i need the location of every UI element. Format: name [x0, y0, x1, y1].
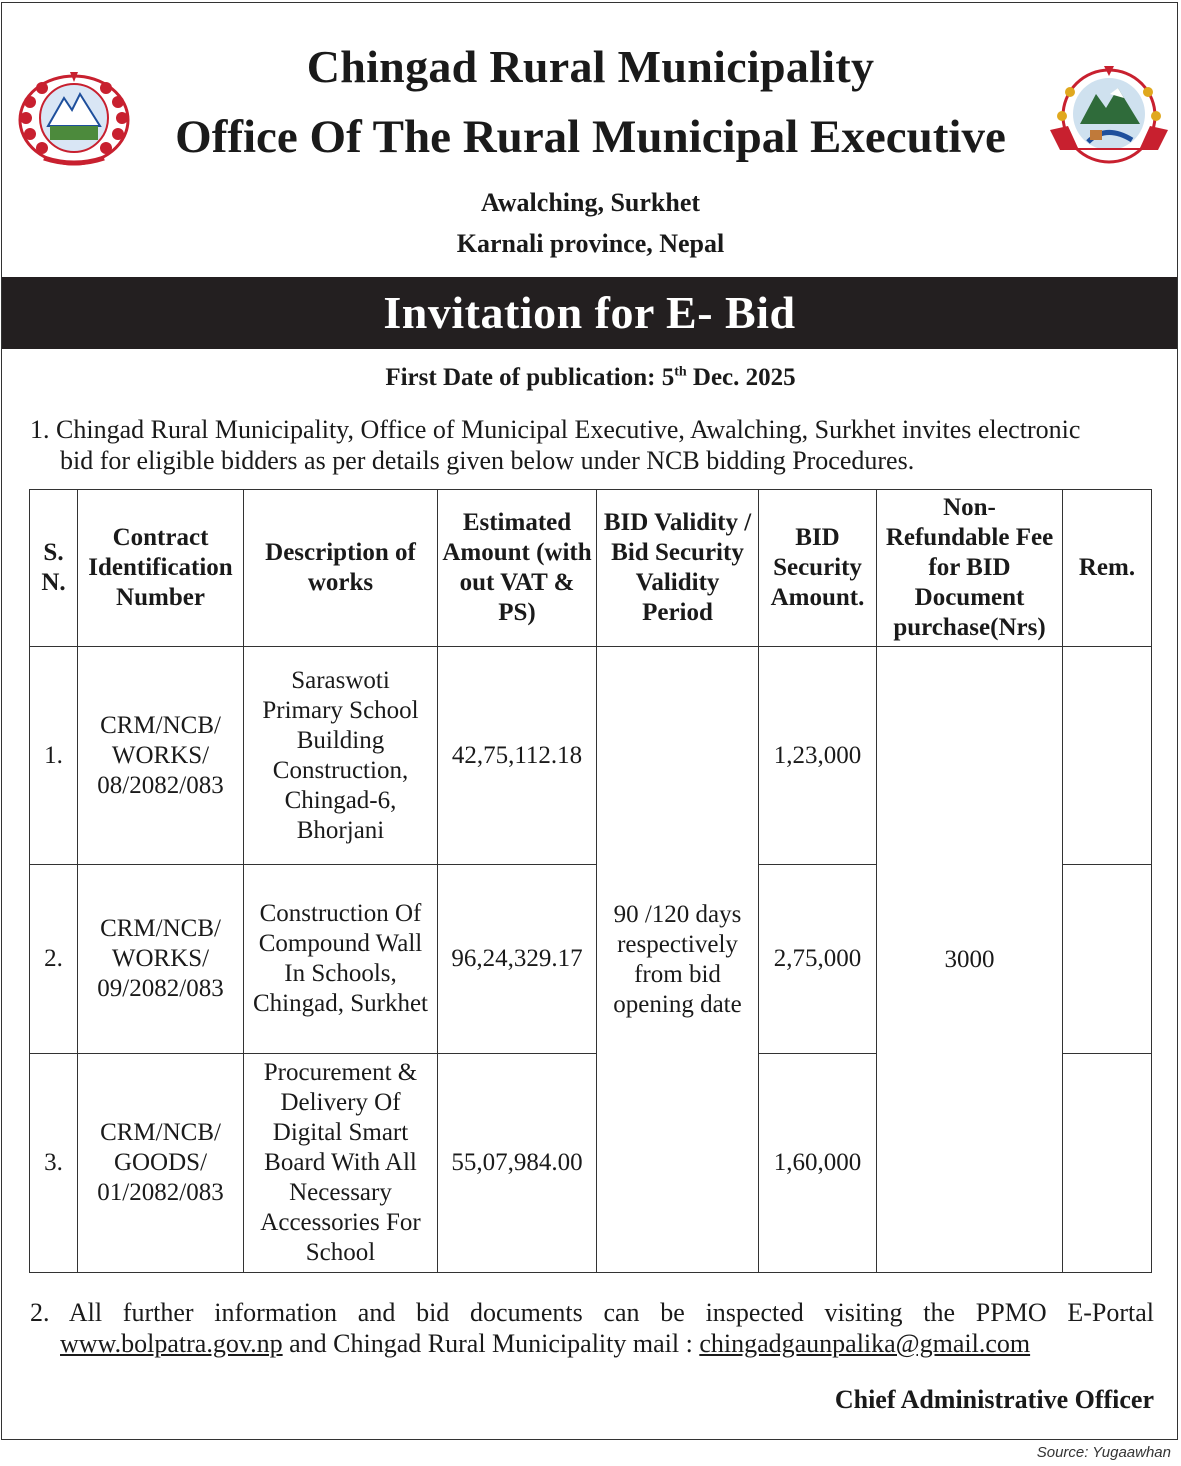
- invitation-line-2: bid for eligible bidders as per details given below under NCB bidding Procedures.: [60, 446, 915, 475]
- cell-description: Construction Of Compound Wall In Schools, Chingad, Surkhet: [244, 865, 438, 1054]
- cell-security-amount: 1,23,000: [759, 647, 877, 865]
- further-information-paragraph: [30, 1297, 1154, 1359]
- address-line-2: Karnali province, Nepal: [456, 229, 725, 258]
- further-info-line-2: [30, 1328, 1154, 1359]
- cell-sn: 1.: [30, 647, 78, 865]
- cell-security-amount: 2,75,000: [759, 865, 877, 1054]
- cell-remarks: [1063, 1054, 1152, 1273]
- source-credit: Source: Yugaawhan: [1036, 1444, 1171, 1461]
- cell-description: Procurement & Delivery Of Digital Smart Board With All Necessary Accessories For School: [244, 1054, 438, 1273]
- cell-sn: 3.: [30, 1054, 78, 1273]
- table-header-row: [30, 490, 1152, 647]
- publication-label: First Date of publication: 5: [385, 364, 675, 391]
- cell-contract-id: CRM/NCB/ WORKS/ 08/2082/083: [78, 647, 244, 865]
- header-estimated-amount: Estimated Amount (with out VAT & PS): [438, 490, 597, 647]
- cell-security-amount: 1,60,000: [759, 1054, 877, 1273]
- cell-sn: 2.: [30, 865, 78, 1054]
- table-row: [30, 647, 1152, 865]
- header-sn: S. N.: [30, 490, 78, 647]
- header-validity: BID Validity / Bid Security Validity Period: [597, 490, 759, 647]
- cell-remarks: [1063, 647, 1152, 865]
- further-info-line-1: 2. All further information and bid documents can be inspected visiting the PPMO E-Portal: [30, 1298, 1154, 1327]
- invitation-line-1: 1. Chingad Rural Municipality, Office of Municipal Executive, Awalching, Surkhet invites electronic: [30, 415, 1081, 444]
- cell-estimated-amount: 55,07,984.00: [438, 1054, 597, 1273]
- cell-estimated-amount: 96,24,329.17: [438, 865, 597, 1054]
- invitation-paragraph: [30, 414, 1156, 476]
- header-remarks: Rem.: [1063, 490, 1152, 647]
- cell-contract-id: CRM/NCB/ GOODS/ 01/2082/083: [78, 1054, 244, 1273]
- header-contract-id: Contract Identification Number: [78, 490, 244, 647]
- cell-description: Saraswoti Primary School Building Construction, Chingad-6, Bhorjani: [244, 647, 438, 865]
- address-line-1: Awalching, Surkhet: [480, 188, 701, 217]
- cell-validity-merged: 90 /120 days respectively from bid opening date: [597, 647, 759, 1273]
- cell-document-fee-merged: 3000: [877, 647, 1063, 1273]
- office-name: Office Of The Rural Municipal Executive: [175, 111, 1006, 163]
- publication-date-rest: Dec. 2025: [692, 364, 796, 391]
- further-info-middle-text: and Chingad Rural Municipality mail :: [282, 1329, 700, 1358]
- cell-remarks: [1063, 865, 1152, 1054]
- header-description: Description of works: [244, 490, 438, 647]
- signatory-title: Chief Administrative Officer: [834, 1385, 1154, 1414]
- municipality-email-link[interactable]: chingadgaunpalika@gmail.com: [699, 1329, 1031, 1358]
- cell-contract-id: CRM/NCB/ WORKS/ 09/2082/083: [78, 865, 244, 1054]
- municipality-name: Chingad Rural Municipality: [306, 41, 875, 92]
- cell-estimated-amount: 42,75,112.18: [438, 647, 597, 865]
- publication-date-suffix: th: [674, 364, 687, 380]
- notice-title-banner: Invitation for E- Bid: [2, 277, 1177, 349]
- bolpatra-portal-link[interactable]: www.bolpatra.gov.np: [60, 1329, 283, 1358]
- header-document-fee: Non- Refundable Fee for BID Document purchase(Nrs): [877, 490, 1063, 647]
- header-security-amount: BID Security Amount.: [759, 490, 877, 647]
- bid-details-table: [29, 489, 1152, 1273]
- publication-date: [0, 364, 1181, 392]
